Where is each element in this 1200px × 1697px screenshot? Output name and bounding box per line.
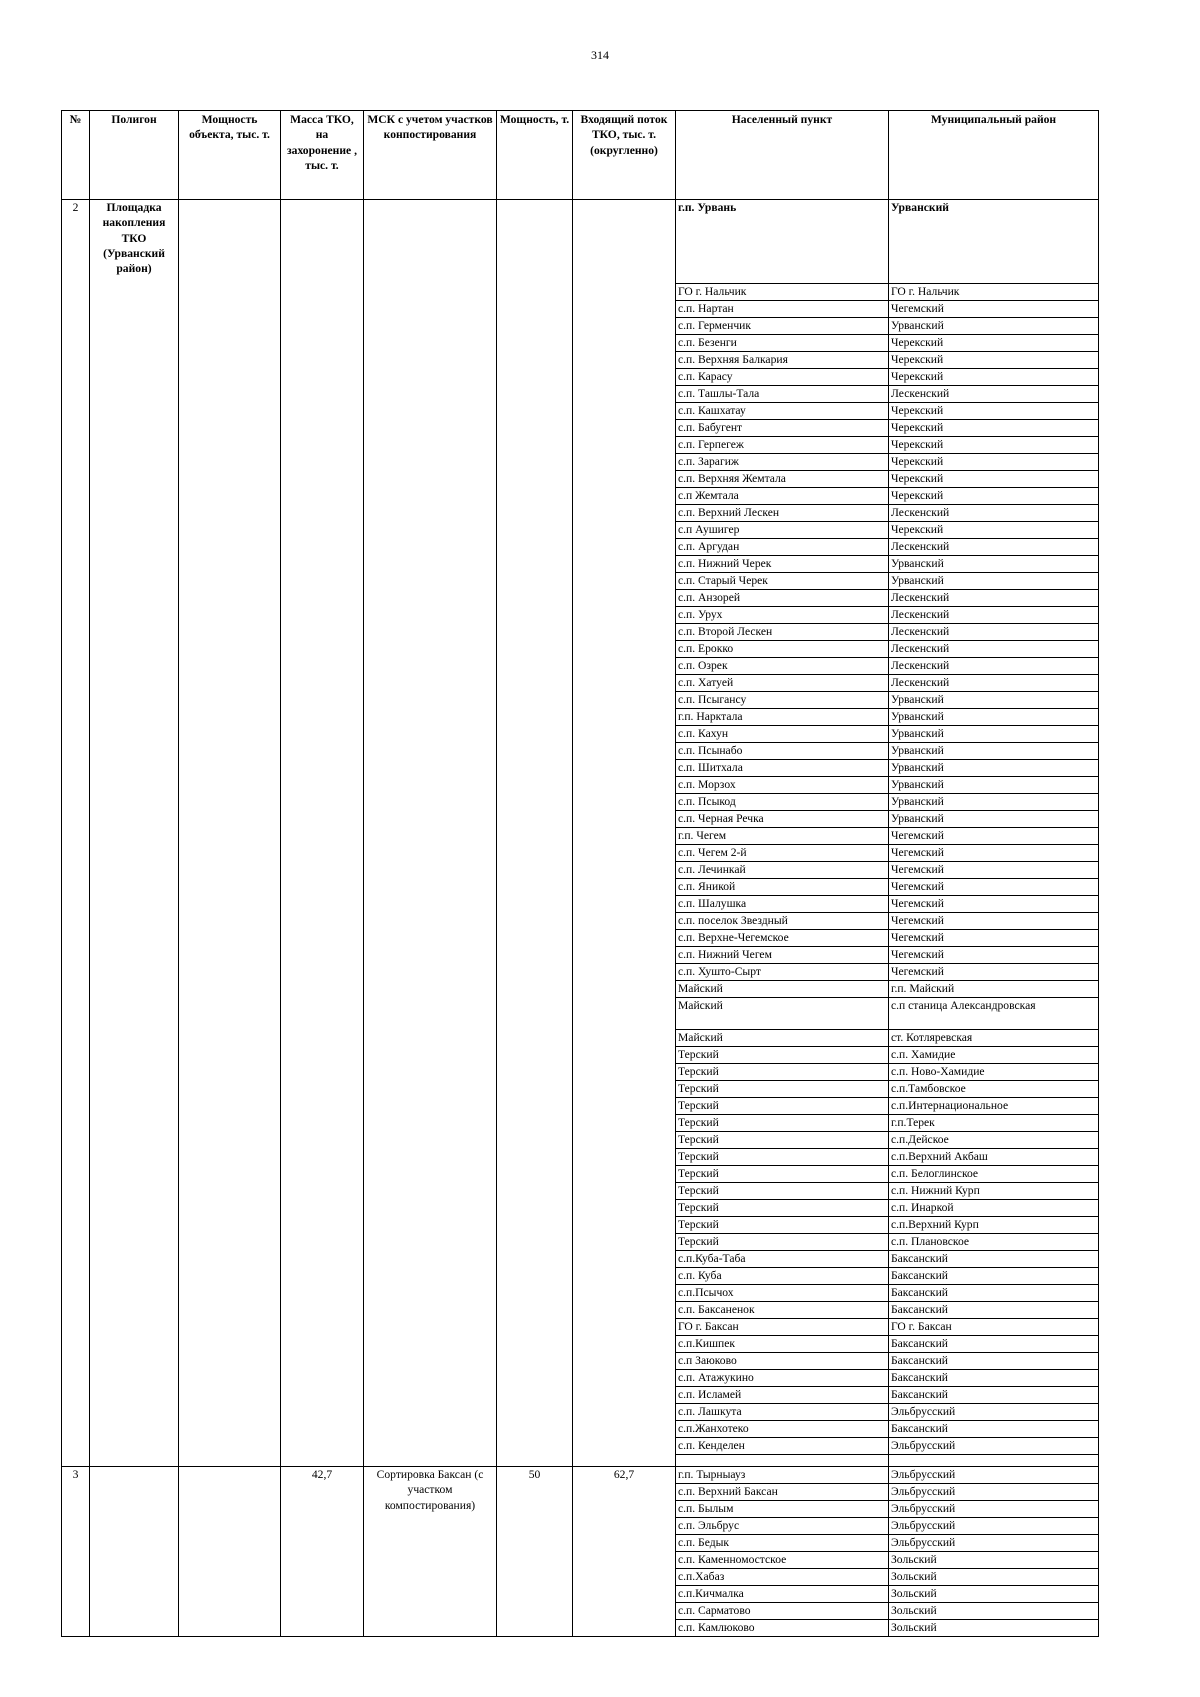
district-cell: Эльбрусский xyxy=(889,1467,1099,1484)
district-cell: Зольский xyxy=(889,1603,1099,1620)
settlement-cell xyxy=(676,1455,889,1467)
settlement-cell: Майский xyxy=(676,1030,889,1047)
settlement-cell: Терский xyxy=(676,1183,889,1200)
inflow-cell: 62,7 xyxy=(573,1467,676,1637)
settlement-cell: с.п. Бабугент xyxy=(676,420,889,437)
settlement-cell: г.п. Нарктала xyxy=(676,709,889,726)
settlement-cell: с.п. Былым xyxy=(676,1501,889,1518)
landfill-table xyxy=(61,110,1099,1637)
district-cell: Эльбрусский xyxy=(889,1484,1099,1501)
settlement-cell: с.п. Верхний Лескен xyxy=(676,505,889,522)
settlement-cell: Терский xyxy=(676,1217,889,1234)
district-cell: Урванский xyxy=(889,318,1099,335)
district-cell: Баксанский xyxy=(889,1353,1099,1370)
settlement-cell: Майский xyxy=(676,998,889,1030)
settlement-cell: с.п. Верхняя Жемтала xyxy=(676,471,889,488)
district-cell: Черекский xyxy=(889,437,1099,454)
settlement-cell: с.п. Кашхатау xyxy=(676,403,889,420)
settlement-cell: с.п. Герменчик xyxy=(676,318,889,335)
settlement-cell: с.п. поселок Звездный xyxy=(676,913,889,930)
settlement-cell: с.п. Морзох xyxy=(676,777,889,794)
district-cell: с.п. Хамидие xyxy=(889,1047,1099,1064)
district-cell: Лескенский xyxy=(889,539,1099,556)
settlement-cell: Терский xyxy=(676,1081,889,1098)
district-cell: Баксанский xyxy=(889,1285,1099,1302)
district-cell: Лескенский xyxy=(889,675,1099,692)
settlement-cell: с.п.Кичмалка xyxy=(676,1586,889,1603)
district-cell: с.п. Плановское xyxy=(889,1234,1099,1251)
settlement-cell: ГО г. Баксан xyxy=(676,1319,889,1336)
settlement-cell: с.п.Куба-Таба xyxy=(676,1251,889,1268)
district-cell: с.п. Белоглинское xyxy=(889,1166,1099,1183)
settlement-cell: с.п.Кишпек xyxy=(676,1336,889,1353)
header-power: Мощность, т. xyxy=(497,111,573,200)
header-district: Муниципальный район xyxy=(889,111,1099,200)
settlement-cell: Терский xyxy=(676,1115,889,1132)
settlement-cell: с.п. Бедык xyxy=(676,1535,889,1552)
district-cell: г.п. Майский xyxy=(889,981,1099,998)
msk-cell xyxy=(364,200,497,1467)
district-cell: Урванский xyxy=(889,556,1099,573)
capacity-cell xyxy=(179,200,281,1467)
settlement-cell: Терский xyxy=(676,1098,889,1115)
settlement-cell: с.п. Лашкута xyxy=(676,1404,889,1421)
settlement-cell: с.п. Сарматово xyxy=(676,1603,889,1620)
district-cell: Эльбрусский xyxy=(889,1535,1099,1552)
district-cell: Чегемский xyxy=(889,913,1099,930)
header-msk: МСК с учетом участков конпостирования xyxy=(364,111,497,200)
district-cell: Черекский xyxy=(889,403,1099,420)
district-cell: Черекский xyxy=(889,352,1099,369)
district-cell: с.п.Дейское xyxy=(889,1132,1099,1149)
settlement-cell: с.п. Карасу xyxy=(676,369,889,386)
settlement-cell: г.п. Чегем xyxy=(676,828,889,845)
district-cell: с.п. Инаркой xyxy=(889,1200,1099,1217)
district-cell: Чегемский xyxy=(889,947,1099,964)
district-cell: ГО г. Нальчик xyxy=(889,284,1099,301)
district-cell: Урванский xyxy=(889,777,1099,794)
settlement-cell: с.п.Жанхотеко xyxy=(676,1421,889,1438)
district-cell: Лескенский xyxy=(889,505,1099,522)
settlement-cell: Терский xyxy=(676,1132,889,1149)
settlement-cell: с.п. Атажукино xyxy=(676,1370,889,1387)
district-cell: с.п. Ново-Хамидие xyxy=(889,1064,1099,1081)
settlement-cell: с.п Заюково xyxy=(676,1353,889,1370)
district-cell: с.п.Верхний Акбаш xyxy=(889,1149,1099,1166)
settlement-cell: с.п. Псыгансу xyxy=(676,692,889,709)
district-cell: Черекский xyxy=(889,454,1099,471)
table-body xyxy=(62,200,1099,1637)
settlement-cell: с.п. Второй Лескен xyxy=(676,624,889,641)
district-cell: Зольский xyxy=(889,1569,1099,1586)
settlement-cell: с.п. Урух xyxy=(676,607,889,624)
settlement-cell: с.п. Кахун xyxy=(676,726,889,743)
page-number: 314 xyxy=(591,48,609,62)
district-cell: Черекский xyxy=(889,522,1099,539)
district-cell: Черекский xyxy=(889,335,1099,352)
settlement-cell: с.п. Озрек xyxy=(676,658,889,675)
settlement-cell: с.п. Исламей xyxy=(676,1387,889,1404)
district-cell: Баксанский xyxy=(889,1268,1099,1285)
row-number: 2 xyxy=(62,200,90,1467)
msk-cell: Сортировка Баксан (с участком компостирования) xyxy=(364,1467,497,1637)
district-cell: Зольский xyxy=(889,1586,1099,1603)
settlement-cell: с.п. Нижний Черек xyxy=(676,556,889,573)
district-cell: Чегемский xyxy=(889,930,1099,947)
district-cell: Чегемский xyxy=(889,301,1099,318)
district-cell: Чегемский xyxy=(889,879,1099,896)
settlement-cell: с.п. Баксаненок xyxy=(676,1302,889,1319)
district-cell: Лескенский xyxy=(889,624,1099,641)
settlement-cell: с.п Аушигер xyxy=(676,522,889,539)
district-cell: с.п. Нижний Курп xyxy=(889,1183,1099,1200)
header-num: № xyxy=(62,111,90,200)
district-cell: Урванский xyxy=(889,760,1099,777)
settlement-cell: с.п. Лечинкай xyxy=(676,862,889,879)
header-settlement: Населенный пункт xyxy=(676,111,889,200)
settlement-cell: с.п.Хабаз xyxy=(676,1569,889,1586)
polygon-name: Площадка накопления ТКО (Урванский район) xyxy=(90,200,179,1467)
power-cell: 50 xyxy=(497,1467,573,1637)
district-cell: Урванский xyxy=(889,811,1099,828)
settlement-cell: с.п. Камлюково xyxy=(676,1620,889,1637)
district-cell: Черекский xyxy=(889,488,1099,505)
settlement-cell: с.п. Безенги xyxy=(676,335,889,352)
polygon-name xyxy=(90,1467,179,1637)
district-cell: Эльбрусский xyxy=(889,1438,1099,1455)
district-cell: ст. Котляревская xyxy=(889,1030,1099,1047)
settlement-cell: г.п. Тырныауз xyxy=(676,1467,889,1484)
district-cell: Урванский xyxy=(889,726,1099,743)
settlement-cell: с.п. Шитхала xyxy=(676,760,889,777)
settlement-cell: с.п. Псынабо xyxy=(676,743,889,760)
mass-cell: 42,7 xyxy=(281,1467,364,1637)
settlement-cell: ГО г. Нальчик xyxy=(676,284,889,301)
header-capacity: Мощность объекта, тыс. т. xyxy=(179,111,281,200)
district-cell: Лескенский xyxy=(889,658,1099,675)
district-cell: Чегемский xyxy=(889,828,1099,845)
row-number: 3 xyxy=(62,1467,90,1637)
header-inflow: Входящий поток ТКО, тыс. т. (округленно) xyxy=(573,111,676,200)
district-cell: г.п.Терек xyxy=(889,1115,1099,1132)
district-cell: Зольский xyxy=(889,1552,1099,1569)
district-cell: Баксанский xyxy=(889,1370,1099,1387)
power-cell xyxy=(497,200,573,1467)
table-row xyxy=(62,200,1099,284)
district-cell: Чегемский xyxy=(889,964,1099,981)
settlement-cell: с.п. Ерокко xyxy=(676,641,889,658)
district-cell: Урванский xyxy=(889,692,1099,709)
mass-cell xyxy=(281,200,364,1467)
settlement-cell: с.п. Кенделен xyxy=(676,1438,889,1455)
district-cell: ГО г. Баксан xyxy=(889,1319,1099,1336)
settlement-cell: с.п. Черная Речка xyxy=(676,811,889,828)
district-cell: Баксанский xyxy=(889,1387,1099,1404)
settlement-cell: с.п. Нартан xyxy=(676,301,889,318)
settlement-cell: с.п. Верхняя Балкария xyxy=(676,352,889,369)
district-cell: Чегемский xyxy=(889,862,1099,879)
district-cell xyxy=(889,1455,1099,1467)
district-cell: Лескенский xyxy=(889,607,1099,624)
settlement-cell: с.п. Старый Черек xyxy=(676,573,889,590)
district-cell: Урванский xyxy=(889,743,1099,760)
district-cell: Чегемский xyxy=(889,845,1099,862)
settlement-cell: с.п. Аргудан xyxy=(676,539,889,556)
settlement-cell: с.п. Куба xyxy=(676,1268,889,1285)
table-row xyxy=(62,1467,1099,1484)
settlement-cell: с.п. Зарагиж xyxy=(676,454,889,471)
settlement-cell: Майский xyxy=(676,981,889,998)
settlement-cell: с.п. Яникой xyxy=(676,879,889,896)
district-cell: Урванский xyxy=(889,709,1099,726)
settlement-cell: Терский xyxy=(676,1234,889,1251)
header-row xyxy=(62,111,1099,200)
settlement-cell: с.п. Герпегеж xyxy=(676,437,889,454)
district-cell: Баксанский xyxy=(889,1302,1099,1319)
settlement-cell: с.п. Хатуей xyxy=(676,675,889,692)
settlement-cell: с.п. Шалушка xyxy=(676,896,889,913)
inflow-cell xyxy=(573,200,676,1467)
district-cell: Урванский xyxy=(889,200,1099,284)
settlement-cell: Терский xyxy=(676,1064,889,1081)
settlement-cell: Терский xyxy=(676,1166,889,1183)
district-cell: с.п станица Александровская xyxy=(889,998,1099,1030)
district-cell: Эльбрусский xyxy=(889,1404,1099,1421)
capacity-cell xyxy=(179,1467,281,1637)
settlement-cell: Терский xyxy=(676,1149,889,1166)
district-cell: Черекский xyxy=(889,420,1099,437)
settlement-cell: г.п. Урвань xyxy=(676,200,889,284)
settlement-cell: с.п Жемтала xyxy=(676,488,889,505)
settlement-cell: с.п.Псычох xyxy=(676,1285,889,1302)
district-cell: Лескенский xyxy=(889,641,1099,658)
district-cell: Эльбрусский xyxy=(889,1518,1099,1535)
settlement-cell: с.п. Верхний Баксан xyxy=(676,1484,889,1501)
settlement-cell: с.п. Чегем 2-й xyxy=(676,845,889,862)
settlement-cell: с.п. Верхне-Чегемское xyxy=(676,930,889,947)
district-cell: Черекский xyxy=(889,369,1099,386)
settlement-cell: с.п. Псыкод xyxy=(676,794,889,811)
settlement-cell: с.п. Хушто-Сырт xyxy=(676,964,889,981)
settlement-cell: Терский xyxy=(676,1047,889,1064)
settlement-cell: с.п. Эльбрус xyxy=(676,1518,889,1535)
district-cell: Урванский xyxy=(889,794,1099,811)
settlement-cell: с.п. Ташлы-Тала xyxy=(676,386,889,403)
settlement-cell: с.п. Анзорей xyxy=(676,590,889,607)
district-cell: Зольский xyxy=(889,1620,1099,1637)
district-cell: с.п.Интернациональное xyxy=(889,1098,1099,1115)
settlement-cell: с.п. Нижний Чегем xyxy=(676,947,889,964)
district-cell: Эльбрусский xyxy=(889,1501,1099,1518)
header-mass: Масса ТКО, на захоронение , тыс. т. xyxy=(281,111,364,200)
district-cell: Лескенский xyxy=(889,386,1099,403)
district-cell: Баксанский xyxy=(889,1421,1099,1438)
header-polygon: Полигон xyxy=(90,111,179,200)
district-cell: Чегемский xyxy=(889,896,1099,913)
settlement-cell: с.п. Каменномостское xyxy=(676,1552,889,1569)
settlement-cell: Терский xyxy=(676,1200,889,1217)
district-cell: с.п.Тамбовское xyxy=(889,1081,1099,1098)
district-cell: Баксанский xyxy=(889,1336,1099,1353)
district-cell: Лескенский xyxy=(889,590,1099,607)
district-cell: Черекский xyxy=(889,471,1099,488)
district-cell: Урванский xyxy=(889,573,1099,590)
district-cell: Баксанский xyxy=(889,1251,1099,1268)
district-cell: с.п.Верхний Курп xyxy=(889,1217,1099,1234)
